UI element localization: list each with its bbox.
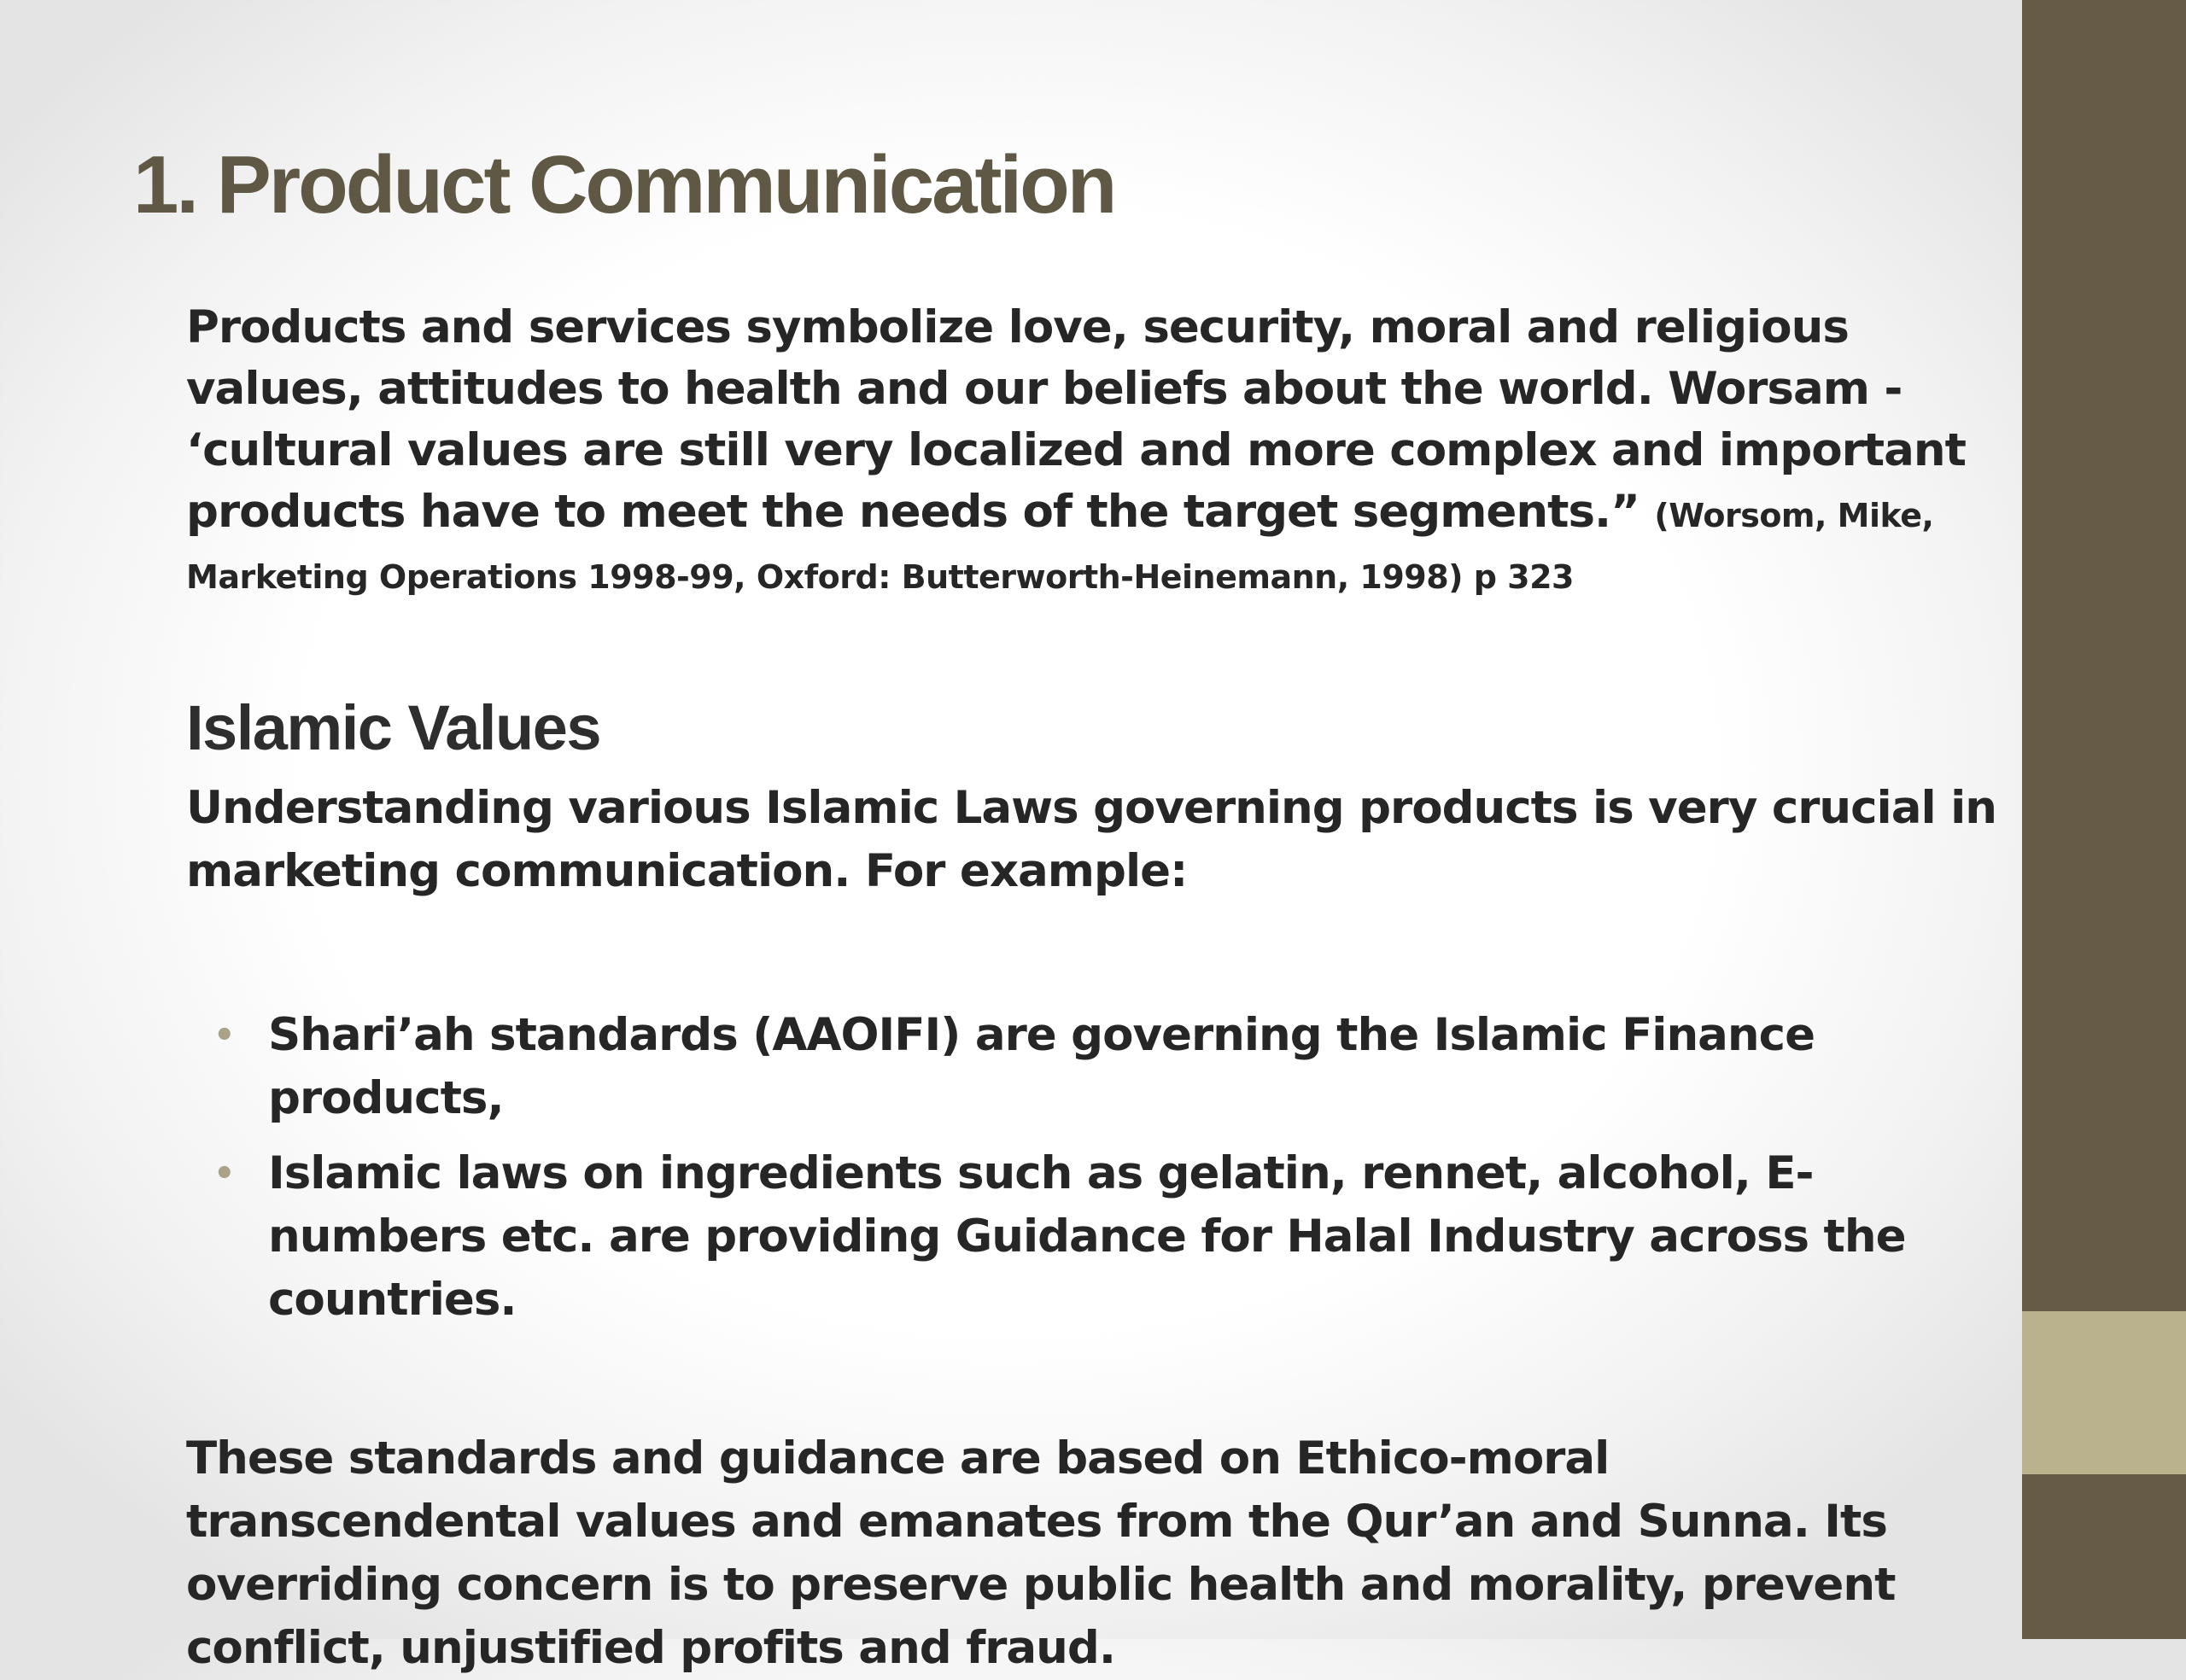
intro-paragraph [186,297,1996,604]
bullet-text: Islamic laws on ingredients such as gelatin, rennet, alcohol, E-numbers etc. are providing Guidance for Halal Industry across the countries. [268,1147,1906,1326]
bullet-list [186,1004,1996,1332]
section-heading: Islamic Values [186,692,601,763]
bullet-icon: • [213,1154,235,1193]
intro-text: Products and services symbolize love, security, moral and religious values, attitudes to health and our beliefs about the world. Worsam - ‘cultural values are still very localized and more complex and important products have to meet the needs of the target segments.” [186,301,1966,538]
bullet-text: Shari’ah standards (AAOIFI) are governing the Islamic Finance products, [268,1009,1815,1124]
citation: (Worsom, Mike, Marketing Operations 1998-99, Oxford: Butterworth-Heinemann, 1998) p 323 [186,497,1934,596]
slide-content [186,297,1996,1680]
closing-paragraph: These standards and guidance are based on Ethico-moral transcendental values and emanates from the Qur’an and Sunna. Its overriding concern is to preserve public health and morality, prevent conflict, unjustified profits and fraud. [186,1432,1896,1674]
understanding-paragraph: Understanding various Islamic Laws governing products is very crucial in marketing communication. For example: [186,782,1996,897]
bullet-icon: • [213,1016,235,1055]
list-item [186,1004,1996,1130]
slide-title: 1. Product Communication [133,139,1115,230]
side-accent-block [2022,1311,2186,1474]
list-item [186,1142,1996,1332]
